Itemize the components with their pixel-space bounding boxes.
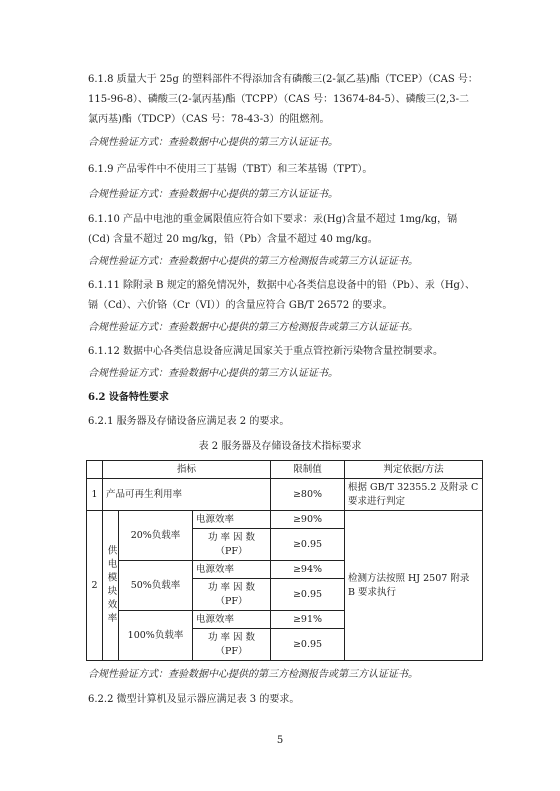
clause-6-1-12: 6.1.12 数据中心各类信息设备应满足国家关于重点管控新污染物含量控制要求。 xyxy=(88,346,443,357)
section-heading-6-2: 6.2 设备特性要求 xyxy=(88,392,169,403)
limit-value: ≥0.95 xyxy=(271,529,345,561)
limit-value: ≥91% xyxy=(271,611,345,629)
table-row xyxy=(87,511,483,529)
sub-indicator: 功 率 因 数（PF） xyxy=(193,629,271,661)
header-indicator: 指标 xyxy=(103,461,271,479)
verification-note: 合规性验证方式：查验数据中心提供的第三方检测报告或第三方认证证书。 xyxy=(88,322,418,333)
header-blank xyxy=(87,461,103,479)
sub-indicator: 电源效率 xyxy=(193,611,271,629)
basis-method: 根据 GB/T 32355.2 及附录 C 要求进行判定 xyxy=(345,479,483,511)
table-header-row xyxy=(87,461,483,479)
row-number: 1 xyxy=(87,479,103,511)
clause-6-2-2: 6.2.2 微型计算机及显示器应满足表 3 的要求。 xyxy=(88,694,300,705)
sub-indicator: 功 率 因 数（PF） xyxy=(193,529,271,561)
row-number: 2 xyxy=(87,511,103,661)
table-caption: 表 2 服务器及存储设备技术指标要求 xyxy=(198,441,362,452)
verification-note: 合规性验证方式：查验数据中心提供的第三方检测报告或第三方认证证书。 xyxy=(88,669,418,680)
limit-value: ≥80% xyxy=(271,479,345,511)
verification-note: 合规性验证方式：查验数据中心提供的第三方认证证书。 xyxy=(88,137,338,148)
basis-method: 检测方法按照 HJ 2507 附录 B 要求执行 xyxy=(345,511,483,661)
spec-table xyxy=(86,460,483,661)
load-rate: 100%负载率 xyxy=(119,611,193,661)
load-rate: 20%负载率 xyxy=(119,511,193,561)
clause-6-1-11: 6.1.11 除附录 B 规定的豁免情况外，数据中心各类信息设备中的铅（Pb）、汞（Hg）、镉（Cd）、六价铬（Cr（VI））的含量应符合 GB/T 26572 的要求。 xyxy=(88,280,475,311)
load-rate: 50%负载率 xyxy=(119,561,193,611)
limit-value: ≥0.95 xyxy=(271,629,345,661)
verification-note: 合规性验证方式：查验数据中心提供的第三方检测报告或第三方认证证书。 xyxy=(88,256,418,267)
limit-value: ≥0.95 xyxy=(271,579,345,611)
sub-indicator: 电源效率 xyxy=(193,561,271,579)
header-basis: 判定依据/方法 xyxy=(345,461,483,479)
page-number: 5 xyxy=(276,735,284,746)
clause-6-2-1: 6.2.1 服务器及存储设备应满足表 2 的要求。 xyxy=(88,416,290,427)
limit-value: ≥90% xyxy=(271,511,345,529)
sub-indicator: 功 率 因 数（PF） xyxy=(193,579,271,611)
table-row xyxy=(87,479,483,511)
limit-value: ≥94% xyxy=(271,561,345,579)
clause-6-1-9: 6.1.9 产品零件中不使用三丁基锡（TBT）和三苯基锡（TPT）。 xyxy=(88,164,373,175)
indicator-name: 产品可再生利用率 xyxy=(103,479,271,511)
sub-indicator: 电源效率 xyxy=(193,511,271,529)
clause-6-1-10: 6.1.10 产品中电池的重金属限值应符合如下要求：汞(Hg)含量不超过 1mg/kg，镉(Cd) 含量不超过 20 mg/kg，铅（Pb）含量不超过 40 mg/kg。 xyxy=(88,214,458,245)
header-limit: 限制值 xyxy=(271,461,345,479)
verification-note: 合规性验证方式：查验数据中心提供的第三方认证证书。 xyxy=(88,189,338,200)
group-label: 供电模块效率 xyxy=(103,511,119,661)
verification-note: 合规性验证方式：查验数据中心提供的第三方认证证书。 xyxy=(88,368,338,379)
clause-6-1-8: 6.1.8 质量大于 25g 的塑料部件不得添加含有磷酸三(2-氯乙基)酯（TCEP）（CAS 号：115-96-8）、磷酸三(2-氯丙基)酯（TCPP）（CAS 号：13674-84-5）、磷酸三(2,3-二氯丙基)酯（TDCP）（CAS 号：78-43-3）的阻燃剂。 xyxy=(88,74,478,125)
